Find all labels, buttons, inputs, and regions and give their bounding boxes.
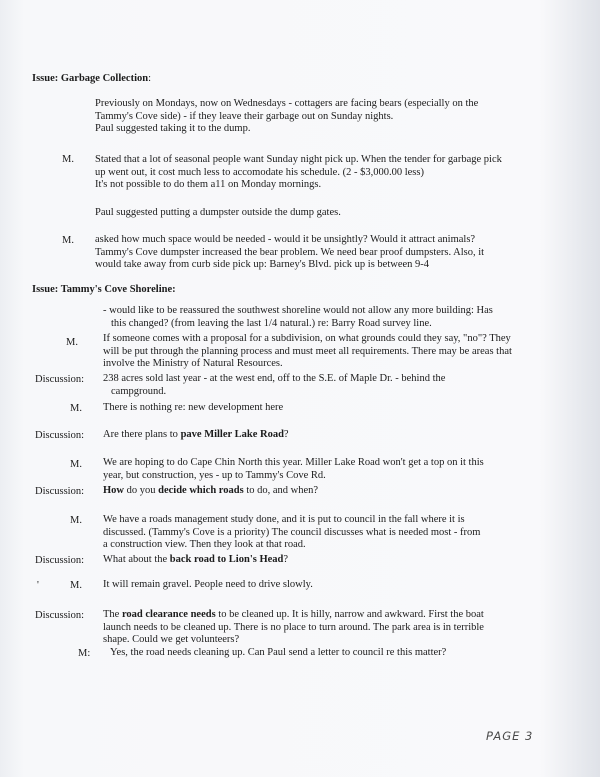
text-line: involve the Ministry of Natural Resources. bbox=[103, 358, 283, 370]
paragraph-shoreline bbox=[103, 305, 573, 330]
issue-garbage-colon: : bbox=[148, 73, 151, 84]
text-span: to do, and when? bbox=[243, 485, 319, 496]
bold-text: back road to Lion's Head bbox=[169, 554, 284, 565]
text-line: this changed? (from leaving the last 1/4 natural.) re: Barry Road survey line. bbox=[111, 317, 432, 329]
bold-text: decide which roads bbox=[158, 485, 244, 496]
text-span: to be cleaned up. It is hilly, narrow and awkward. First the boat bbox=[215, 609, 484, 620]
text-line: a construction view. Then they look at that road. bbox=[103, 539, 306, 551]
text-line: We are hoping to do Cape Chin North this year. Miller Lake Road won't get a top on it this bbox=[103, 457, 484, 468]
paragraph-pave-question bbox=[103, 429, 289, 442]
text-line: asked how much space would be needed - would it be unsightly? Would it attract animals? bbox=[95, 234, 476, 245]
text-span: do you bbox=[124, 485, 159, 496]
text-span: ? bbox=[283, 554, 289, 565]
paragraph-acres bbox=[103, 373, 573, 398]
discussion-label: Discussion: bbox=[35, 610, 85, 621]
text-line: launch needs to be cleaned up. There is no place to turn around. The park area is in terrible bbox=[103, 621, 484, 633]
paragraph-dumpster: Paul suggested putting a dumpster outside the dump gates. bbox=[95, 207, 341, 218]
speaker-m: M. bbox=[62, 235, 74, 246]
discussion-label: Discussion: bbox=[35, 555, 85, 566]
text-span: What about the bbox=[103, 554, 170, 565]
text-line: Paul suggested taking it to the dump. bbox=[95, 123, 251, 135]
bold-text: road clearance needs bbox=[121, 609, 216, 620]
text-line: shape. Could we get volunteers? bbox=[103, 634, 240, 646]
margin-mark: ' bbox=[37, 580, 39, 591]
text-line: discussed. (Tammy's Cove is a priority) The council discusses what is needed most - from bbox=[103, 526, 481, 538]
speaker-m: M. bbox=[70, 580, 82, 591]
speaker-m: M. bbox=[66, 337, 78, 348]
paragraph-space bbox=[95, 234, 565, 272]
text-line: We have a roads management study done, and it is put to council in the fall where it is bbox=[103, 514, 465, 525]
speaker-m: M: bbox=[78, 648, 91, 659]
paragraph-gravel: It will remain gravel. People need to drive slowly. bbox=[103, 579, 313, 590]
paragraph-subdivision bbox=[103, 333, 573, 371]
paragraph-road-clearance bbox=[103, 609, 573, 647]
paragraph-roads-study bbox=[103, 514, 573, 552]
discussion-label: Discussion: bbox=[35, 486, 85, 497]
text-span: ? bbox=[283, 429, 289, 440]
speaker-m: M. bbox=[62, 154, 74, 165]
discussion-label: Discussion: bbox=[35, 430, 85, 441]
text-line: campground. bbox=[111, 385, 167, 397]
paragraph-sunday-pickup bbox=[95, 154, 565, 192]
text-line: will be put through the planning process and must meet all requirements. There may be areas that bbox=[103, 345, 512, 357]
text-line: If someone comes with a proposal for a subdivision, on what grounds could they say, "no"? They bbox=[103, 333, 511, 344]
speaker-m: M. bbox=[70, 403, 82, 414]
discussion-label: Discussion: bbox=[35, 374, 85, 385]
text-line: year, but construction, yes - up to Tammy's Cove Rd. bbox=[103, 469, 326, 481]
text-line: It's not possible to do them a11 on Monday mornings. bbox=[95, 179, 322, 191]
text-line: - would like to be reassured the southwest shoreline would not allow any more building: Has bbox=[103, 305, 493, 316]
page-number: PAGE 3 bbox=[486, 729, 534, 743]
paragraph-no-development: There is nothing re: new development here bbox=[103, 402, 284, 413]
text-span: Are there plans to bbox=[103, 429, 181, 440]
text-line: Previously on Mondays, now on Wednesdays - cottagers are facing bears (especially on the bbox=[95, 98, 479, 109]
text-span: The bbox=[103, 609, 122, 620]
text-line: would take away from curb side pick up: Barney's Blvd. pick up is between 9-4 bbox=[95, 259, 430, 271]
text-line: 238 acres sold last year - at the west end, off to the S.E. of Maple Dr. - behind the bbox=[103, 373, 446, 384]
text-line bbox=[103, 609, 573, 622]
issue-garbage-heading bbox=[32, 73, 151, 86]
speaker-m: M. bbox=[70, 459, 82, 470]
paragraph-decide-roads bbox=[103, 485, 318, 498]
text-line: up went out, it cost much less to accomodate his schedule. (2 - $3,000.00 less) bbox=[95, 166, 424, 178]
issue-shoreline-heading: Issue: Tammy's Cove Shoreline: bbox=[32, 284, 176, 295]
text-line: Tammy's Cove dumpster increased the bear problem. We need bear proof dumpsters. Also, it bbox=[95, 246, 485, 258]
text-line: Tammy's Cove side) - if they leave their garbage out on Sunday nights. bbox=[95, 110, 394, 122]
issue-garbage-label: Issue: Garbage Collection bbox=[32, 73, 149, 84]
paragraph-letter: Yes, the road needs cleaning up. Can Paul send a letter to council re this matter? bbox=[110, 647, 447, 658]
paragraph-cape-chin bbox=[103, 457, 573, 482]
text-line: Stated that a lot of seasonal people want Sunday night pick up. When the tender for garbage pick bbox=[95, 154, 502, 165]
speaker-m: M. bbox=[70, 515, 82, 526]
paragraph-bears bbox=[95, 98, 565, 136]
bold-text: How bbox=[103, 485, 124, 496]
bold-text: pave Miller Lake Road bbox=[180, 429, 284, 440]
paragraph-back-road bbox=[103, 554, 288, 567]
